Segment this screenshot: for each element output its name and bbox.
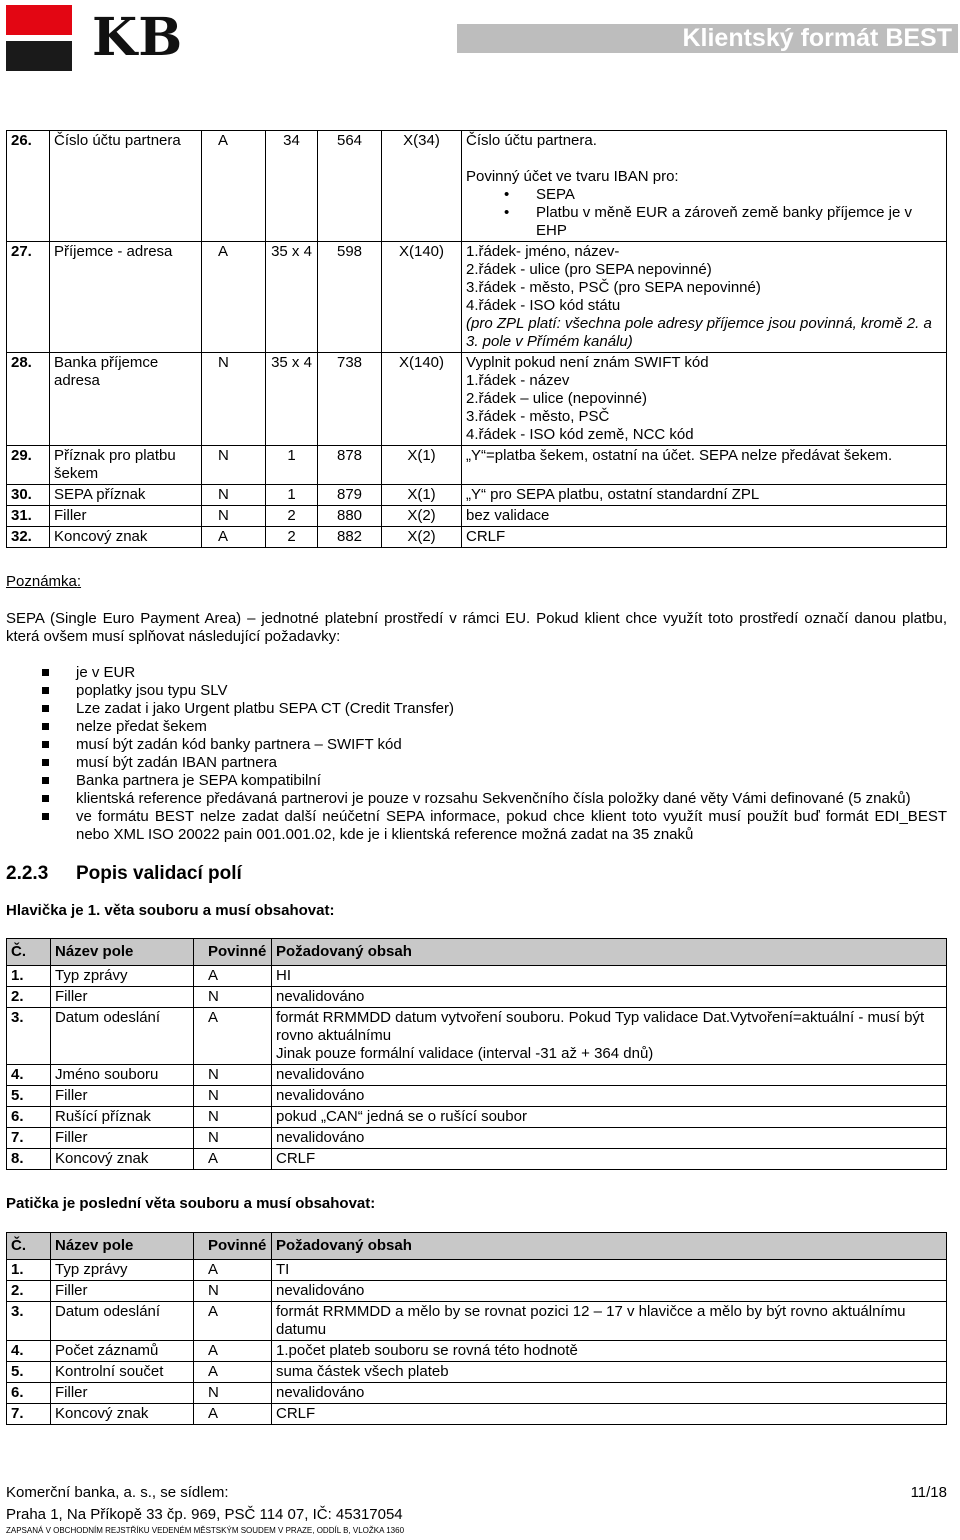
field-position: 879 <box>318 485 382 506</box>
content-line: 1.počet plateb souboru se rovná této hodnotě <box>276 1342 578 1359</box>
content-line: Jinak pouze formální validace (interval -31 až + 364 dnů) <box>276 1045 654 1062</box>
field-name: Datum odeslání <box>51 1302 194 1341</box>
required-content <box>272 1008 947 1065</box>
field-name: Příznak pro platbu šekem <box>50 446 202 485</box>
content-line: HI <box>276 967 291 984</box>
table-row <box>7 446 947 485</box>
table-row <box>7 1302 947 1341</box>
list-item: Lze zadat i jako Urgent platbu SEPA CT (Credit Transfer) <box>6 700 947 718</box>
content-line: CRLF <box>276 1405 316 1422</box>
field-name: Typ zprávy <box>51 966 194 987</box>
row-number: 1. <box>7 966 51 987</box>
table-row <box>7 1065 947 1086</box>
table-row <box>7 1404 947 1425</box>
row-number: 8. <box>7 1149 51 1170</box>
field-name: Datum odeslání <box>51 1008 194 1065</box>
content-line: suma částek všech plateb <box>276 1363 449 1380</box>
required-content <box>272 1065 947 1086</box>
table-row <box>7 1281 947 1302</box>
field-position: 564 <box>318 131 382 242</box>
required-content <box>272 1149 947 1170</box>
field-format: X(1) <box>382 446 462 485</box>
description-line: 3.řádek - město, PSČ (pro SEPA nepovinné) <box>466 279 761 296</box>
required-flag: N <box>194 1128 272 1149</box>
column-header: Požadovaný obsah <box>272 1233 947 1260</box>
field-number: 31. <box>7 506 50 527</box>
field-name: SEPA příznak <box>50 485 202 506</box>
table-row <box>7 131 947 242</box>
field-number: 32. <box>7 527 50 548</box>
row-number: 2. <box>7 987 51 1008</box>
table-row <box>7 1362 947 1383</box>
list-item: ve formátu BEST nelze zadat další neúčetní SEPA informace, pokud chce klient toto využít musí použít buď formát EDI_BEST nebo XML ISO 20022 pain 001.001.02, kde je i klientská reference možná zadat na 35 znaků <box>6 808 947 844</box>
company-name: Komerční banka, a. s., se sídlem: <box>6 1484 229 1501</box>
field-length: 1 <box>266 485 318 506</box>
description-line <box>466 150 942 168</box>
field-format: X(2) <box>382 506 462 527</box>
content-line: nevalidováno <box>276 1066 365 1083</box>
section-heading <box>6 862 242 886</box>
required-flag: N <box>194 1065 272 1086</box>
column-header: Povinné <box>194 1233 272 1260</box>
required-flag: A <box>194 1302 272 1341</box>
description-line: Povinný účet ve tvaru IBAN pro: <box>466 168 679 185</box>
required-content <box>272 987 947 1008</box>
required-flag: N <box>194 1383 272 1404</box>
required-flag: N <box>194 1107 272 1128</box>
field-description <box>462 131 947 242</box>
row-number: 3. <box>7 1302 51 1341</box>
table-row <box>7 1149 947 1170</box>
field-name: Filler <box>51 1281 194 1302</box>
content-line: formát RRMMDD a mělo by se rovnat pozici 12 – 17 v hlavičce a mělo by být rovno aktuálnímu datumu <box>276 1303 906 1338</box>
column-header: Povinné <box>194 939 272 966</box>
list-item: Banka partnera je SEPA kompatibilní <box>6 772 947 790</box>
required-flag: A <box>194 1362 272 1383</box>
table-row <box>7 1086 947 1107</box>
table-row <box>7 1341 947 1362</box>
field-description <box>462 485 947 506</box>
field-length: 35 x 4 <box>266 353 318 446</box>
field-length: 34 <box>266 131 318 242</box>
field-name: Filler <box>50 506 202 527</box>
field-number: 30. <box>7 485 50 506</box>
field-position: 878 <box>318 446 382 485</box>
bullet-item: • SEPA <box>466 186 942 204</box>
field-number: 26. <box>7 131 50 242</box>
field-format: X(140) <box>382 242 462 353</box>
list-item: musí být zadán kód banky partnera – SWIFT kód <box>6 736 947 754</box>
field-type: A <box>202 242 266 353</box>
field-description <box>462 527 947 548</box>
description-line: bez validace <box>466 507 550 524</box>
field-format: X(1) <box>382 485 462 506</box>
field-name: Rušící příznak <box>51 1107 194 1128</box>
row-number: 4. <box>7 1065 51 1086</box>
row-number: 5. <box>7 1086 51 1107</box>
note-label: Poznámka: <box>6 573 82 590</box>
field-length: 1 <box>266 446 318 485</box>
field-name: Koncový znak <box>51 1149 194 1170</box>
table-row <box>7 1128 947 1149</box>
footer-validation-table <box>6 1232 947 1425</box>
list-item: poplatky jsou typu SLV <box>6 682 947 700</box>
field-format: X(140) <box>382 353 462 446</box>
table-row <box>7 966 947 987</box>
table-row <box>7 506 947 527</box>
content-line: CRLF <box>276 1150 316 1167</box>
required-content <box>272 1260 947 1281</box>
field-format: X(2) <box>382 527 462 548</box>
field-description <box>462 242 947 353</box>
description-line: „Y“ pro SEPA platbu, ostatní standardní ZPL <box>466 486 760 503</box>
field-number: 28. <box>7 353 50 446</box>
description-line: 4.řádek - ISO kód státu <box>466 297 621 314</box>
field-type: N <box>202 446 266 485</box>
row-number: 7. <box>7 1128 51 1149</box>
field-description <box>462 506 947 527</box>
list-item: je v EUR <box>6 664 947 682</box>
description-line: 1.řádek- jméno, název- <box>466 243 620 260</box>
field-type: N <box>202 506 266 527</box>
field-name: Banka příjemce adresa <box>50 353 202 446</box>
field-name: Filler <box>51 1128 194 1149</box>
content-line: nevalidováno <box>276 1384 365 1401</box>
required-flag: A <box>194 1260 272 1281</box>
field-length: 2 <box>266 527 318 548</box>
row-number: 3. <box>7 1008 51 1065</box>
table-row <box>7 1383 947 1404</box>
row-number: 1. <box>7 1260 51 1281</box>
required-content <box>272 1404 947 1425</box>
field-name: Číslo účtu partnera <box>50 131 202 242</box>
content-line: formát RRMMDD datum vytvoření souboru. Pokud Typ validace Dat.Vytvoření=aktuální - musí být rovno aktuálnímu <box>276 1009 925 1044</box>
list-item: musí být zadán IBAN partnera <box>6 754 947 772</box>
field-type: A <box>202 527 266 548</box>
required-flag: N <box>194 1281 272 1302</box>
section-title: Popis validací polí <box>76 863 242 884</box>
column-header: Název pole <box>51 1233 194 1260</box>
field-spec-table <box>6 130 947 548</box>
required-content <box>272 1341 947 1362</box>
required-content <box>272 1128 947 1149</box>
required-flag: A <box>194 1404 272 1425</box>
required-flag: A <box>194 1149 272 1170</box>
bullet-list <box>466 186 942 240</box>
field-position: 738 <box>318 353 382 446</box>
field-description <box>462 353 947 446</box>
bullet-item: • Platbu v měně EUR a zároveň země banky příjemce je v EHP <box>466 204 942 240</box>
description-line: Vyplnit pokud není znám SWIFT kód <box>466 354 709 371</box>
field-name: Jméno souboru <box>51 1065 194 1086</box>
field-type: A <box>202 131 266 242</box>
field-name: Filler <box>51 1086 194 1107</box>
content-line: nevalidováno <box>276 1129 365 1146</box>
document-title: Klientský formát BEST <box>682 24 952 52</box>
table-row <box>7 485 947 506</box>
field-format: X(34) <box>382 131 462 242</box>
row-number: 4. <box>7 1341 51 1362</box>
header-intro: Hlavička je 1. věta souboru a musí obsahovat: <box>6 902 335 919</box>
list-item: nelze předat šekem <box>6 718 947 736</box>
description-line: Číslo účtu partnera. <box>466 132 597 149</box>
table-row <box>7 1107 947 1128</box>
required-flag: N <box>194 987 272 1008</box>
note-text: SEPA (Single Euro Payment Area) – jednotné platební prostředí v rámci EU. Pokud klient chce využít toto prostředí označí danou platbu, která ovšem musí splňovat následující požadavky: <box>6 610 947 645</box>
table-row <box>7 987 947 1008</box>
footer-intro: Patička je poslední věta souboru a musí obsahovat: <box>6 1195 376 1212</box>
description-line: 1.řádek - název <box>466 372 570 389</box>
table-row <box>7 527 947 548</box>
field-number: 29. <box>7 446 50 485</box>
required-content <box>272 1362 947 1383</box>
content-line: nevalidováno <box>276 1282 365 1299</box>
column-header: Č. <box>7 1233 51 1260</box>
description-note: (pro ZPL platí: všechna pole adresy příjemce jsou povinná, kromě 2. a 3. pole v Přímém kanálu) <box>466 315 932 350</box>
row-number: 7. <box>7 1404 51 1425</box>
column-header: Č. <box>7 939 51 966</box>
company-address: Praha 1, Na Příkopě 33 čp. 969, PSČ 114 07, IČ: 45317054 <box>6 1506 403 1523</box>
content-line: pokud „CAN“ jedná se o rušící soubor <box>276 1108 527 1125</box>
description-line: 2.řádek - ulice (pro SEPA nepovinné) <box>466 261 712 278</box>
column-header: Požadovaný obsah <box>272 939 947 966</box>
required-flag: A <box>194 1341 272 1362</box>
field-name: Koncový znak <box>50 527 202 548</box>
row-number: 6. <box>7 1383 51 1404</box>
row-number: 6. <box>7 1107 51 1128</box>
header-validation-table <box>6 938 947 1170</box>
required-content <box>272 1086 947 1107</box>
table-row <box>7 1008 947 1065</box>
field-name: Kontrolní součet <box>51 1362 194 1383</box>
content-line: nevalidováno <box>276 1087 365 1104</box>
description-line: 2.řádek – ulice (nepovinné) <box>466 390 647 407</box>
row-number: 2. <box>7 1281 51 1302</box>
table-row <box>7 242 947 353</box>
field-name: Typ zprávy <box>51 1260 194 1281</box>
description-line: „Y“=platba šekem, ostatní na účet. SEPA nelze předávat šekem. <box>466 447 893 464</box>
field-position: 880 <box>318 506 382 527</box>
field-description <box>462 446 947 485</box>
description-line: 3.řádek - město, PSČ <box>466 408 610 425</box>
required-flag: A <box>194 966 272 987</box>
field-length: 2 <box>266 506 318 527</box>
requirements-list <box>6 664 947 844</box>
required-content <box>272 1107 947 1128</box>
kb-logo-icon <box>6 5 72 71</box>
field-position: 882 <box>318 527 382 548</box>
page-header <box>0 0 960 80</box>
document-title-bar <box>457 24 958 53</box>
description-line: CRLF <box>466 528 506 545</box>
field-name: Příjemce - adresa <box>50 242 202 353</box>
required-content <box>272 1281 947 1302</box>
required-content <box>272 1383 947 1404</box>
description-line: 4.řádek - ISO kód země, NCC kód <box>466 426 694 443</box>
field-type: N <box>202 485 266 506</box>
company-registry: ZAPSANÁ V OBCHODNÍM REJSTŘÍKU VEDENÉM MĚSTSKÝM SOUDEM V PRAZE, ODDÍL B, VLOŽKA 1360 <box>6 1526 405 1535</box>
field-number: 27. <box>7 242 50 353</box>
field-name: Koncový znak <box>51 1404 194 1425</box>
logo-text: KB <box>92 7 184 68</box>
list-item: klientská reference předávaná partnerovi je pouze v rozsahu Sekvenčního čísla položky dané věty Vámi definované (5 znaků) <box>6 790 947 808</box>
field-name: Počet záznamů <box>51 1341 194 1362</box>
content-line: nevalidováno <box>276 988 365 1005</box>
required-content <box>272 966 947 987</box>
required-content <box>272 1302 947 1341</box>
field-length: 35 x 4 <box>266 242 318 353</box>
section-number: 2.2.3 <box>6 863 49 884</box>
field-type: N <box>202 353 266 446</box>
content-line: TI <box>276 1261 290 1278</box>
table-row <box>7 353 947 446</box>
field-position: 598 <box>318 242 382 353</box>
required-flag: A <box>194 1008 272 1065</box>
page-number: 11/18 <box>910 1484 947 1501</box>
field-name: Filler <box>51 987 194 1008</box>
row-number: 5. <box>7 1362 51 1383</box>
column-header: Název pole <box>51 939 194 966</box>
table-row <box>7 1260 947 1281</box>
field-name: Filler <box>51 1383 194 1404</box>
required-flag: N <box>194 1086 272 1107</box>
